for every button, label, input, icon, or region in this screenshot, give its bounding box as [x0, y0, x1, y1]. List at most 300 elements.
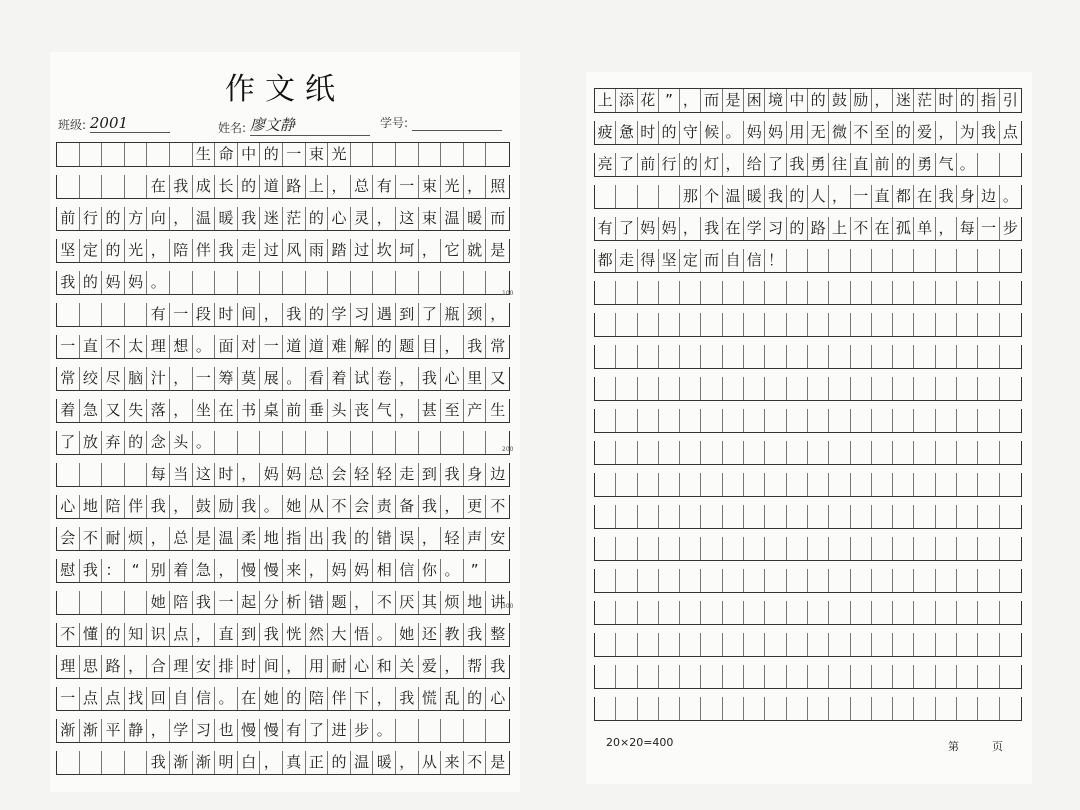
- grid-cell: [957, 153, 978, 176]
- handwritten-char: 解: [354, 337, 370, 355]
- handwritten-char: 光: [444, 177, 460, 195]
- grid-cell: [464, 207, 487, 230]
- grid-cell: [936, 697, 957, 720]
- handwritten-char: 慰: [60, 561, 76, 579]
- handwritten-char: 陪: [173, 593, 189, 611]
- handwritten-char: “: [131, 561, 140, 579]
- handwritten-char: 不: [490, 497, 506, 515]
- handwritten-char: 的: [895, 123, 911, 141]
- handwritten-char: 合: [150, 657, 166, 675]
- handwritten-char: 段: [195, 305, 211, 323]
- grid-cell: [396, 495, 419, 518]
- grid-cell: [808, 281, 829, 304]
- grid-cell: [419, 143, 442, 166]
- handwritten-char: 励: [218, 497, 234, 515]
- grid-cell: [765, 153, 786, 176]
- grid-cell: [616, 441, 637, 464]
- grid-cell: [419, 463, 442, 486]
- grid-cell: [744, 89, 765, 112]
- grid-cell: [701, 313, 722, 336]
- grid-cell: [147, 527, 170, 550]
- handwritten-char: ，: [874, 91, 890, 109]
- grid-cell: [638, 633, 659, 656]
- grid-cell: [701, 633, 722, 656]
- grid-cell: [238, 719, 261, 742]
- handwritten-char: 照: [490, 177, 506, 195]
- handwritten-char: 雨: [308, 241, 324, 259]
- writing-grid-left: [56, 142, 510, 783]
- handwritten-char: ，: [376, 209, 392, 227]
- handwritten-char: 绞: [82, 369, 98, 387]
- grid-cell: [260, 559, 283, 582]
- grid-cell: [306, 207, 329, 230]
- grid-cell: [125, 303, 148, 326]
- handwritten-char: 自: [725, 251, 741, 269]
- grid-cell: [936, 153, 957, 176]
- handwritten-char: 我: [60, 273, 76, 291]
- grid-cell: [102, 591, 125, 614]
- grid-cell: [659, 441, 680, 464]
- grid-cell: [829, 601, 850, 624]
- grid-cell: [193, 719, 216, 742]
- handwritten-char: 是: [490, 241, 506, 259]
- grid-cell: [765, 217, 786, 240]
- grid-cell: [638, 185, 659, 208]
- grid-cell: [957, 697, 978, 720]
- handwritten-char: 正: [308, 753, 324, 771]
- grid-cell: [328, 399, 351, 422]
- grid-cell: [723, 345, 744, 368]
- grid-cell: [914, 569, 935, 592]
- handwritten-char: 题: [399, 337, 415, 355]
- handwritten-char: 我: [467, 337, 483, 355]
- grid-cell: [396, 367, 419, 390]
- grid-cell: [215, 335, 238, 358]
- handwritten-char: ，: [444, 337, 460, 355]
- grid-cell: [701, 601, 722, 624]
- grid-cell: [914, 89, 935, 112]
- grid-row: [594, 153, 1022, 177]
- grid-cell: [441, 463, 464, 486]
- grid-cell: [102, 399, 125, 422]
- grid-cell: [829, 665, 850, 688]
- grid-cell: [595, 505, 616, 528]
- grid-cell: [765, 345, 786, 368]
- grid-cell: [306, 335, 329, 358]
- handwritten-char: 的: [82, 273, 98, 291]
- grid-cell: [808, 409, 829, 432]
- handwritten-char: 用: [308, 657, 324, 675]
- grid-cell: [936, 89, 957, 112]
- grid-cell: [80, 239, 103, 262]
- handwritten-char: 来: [286, 561, 302, 579]
- grid-cell: [80, 143, 103, 166]
- handwritten-char: 添: [618, 91, 634, 109]
- grid-cell: [215, 207, 238, 230]
- count-marker: 100: [502, 290, 514, 297]
- handwritten-char: 地: [467, 593, 483, 611]
- grid-cell: [638, 505, 659, 528]
- grid-cell: [978, 569, 999, 592]
- grid-cell: [306, 367, 329, 390]
- handwritten-char: 一: [853, 187, 869, 205]
- handwritten-char: 莫: [241, 369, 257, 387]
- grid-cell: [872, 601, 893, 624]
- grid-cell: [680, 89, 701, 112]
- handwritten-char: 总: [173, 529, 189, 547]
- handwritten-char: 直: [218, 625, 234, 643]
- grid-row: [56, 527, 510, 551]
- grid-cell: [701, 537, 722, 560]
- grid-cell: [238, 687, 261, 710]
- grid-cell: [486, 655, 509, 678]
- grid-cell: [638, 601, 659, 624]
- grid-cell: [125, 463, 148, 486]
- handwritten-char: 命: [218, 145, 234, 163]
- grid-cell: [419, 367, 442, 390]
- grid-cell: [80, 495, 103, 518]
- grid-row: [594, 185, 1022, 209]
- grid-cell: [419, 623, 442, 646]
- grid-cell: [486, 175, 509, 198]
- grid-cell: [80, 175, 103, 198]
- handwritten-char: ，: [263, 305, 279, 323]
- handwritten-char: 微: [831, 123, 847, 141]
- handwritten-char: 定: [82, 241, 98, 259]
- handwritten-char: 。: [286, 369, 302, 387]
- handwritten-char: 暖: [218, 209, 234, 227]
- grid-row: [56, 431, 510, 455]
- grid-cell: [396, 751, 419, 774]
- handwritten-char: 恍: [286, 625, 302, 643]
- grid-cell: [851, 121, 872, 144]
- grid-cell: [80, 623, 103, 646]
- handwritten-char: 。: [263, 497, 279, 515]
- handwritten-char: ，: [682, 219, 698, 237]
- handwritten-char: ，: [150, 241, 166, 259]
- handwritten-char: 头: [173, 433, 189, 451]
- grid-cell: [914, 185, 935, 208]
- class-value: 2001: [89, 114, 129, 132]
- grid-cell: [486, 687, 509, 710]
- handwritten-char: 错: [308, 593, 324, 611]
- handwritten-char: 我: [467, 625, 483, 643]
- grid-cell: [808, 665, 829, 688]
- handwritten-char: 垂: [308, 401, 324, 419]
- handwritten-char: ”: [470, 561, 479, 579]
- grid-cell: [808, 441, 829, 464]
- handwritten-char: 急: [82, 401, 98, 419]
- grid-cell: [595, 441, 616, 464]
- grid-cell: [914, 377, 935, 400]
- handwritten-char: 排: [218, 657, 234, 675]
- grid-cell: [57, 495, 80, 518]
- grid-cell: [464, 751, 487, 774]
- handwritten-char: 茫: [917, 91, 933, 109]
- grid-cell: [147, 463, 170, 486]
- grid-cell: [328, 655, 351, 678]
- grid-cell: [419, 751, 442, 774]
- handwritten-char: 前: [286, 401, 302, 419]
- grid-cell: [787, 121, 808, 144]
- handwritten-char: 无: [810, 123, 826, 141]
- grid-cell: [238, 175, 261, 198]
- grid-cell: [787, 313, 808, 336]
- grid-cell: [936, 409, 957, 432]
- grid-cell: [851, 441, 872, 464]
- grid-cell: [936, 601, 957, 624]
- grid-cell: [57, 591, 80, 614]
- grid-cell: [1000, 601, 1021, 624]
- handwritten-char: ，: [938, 219, 954, 237]
- handwritten-char: 我: [789, 155, 805, 173]
- count-marker: 300: [502, 603, 514, 610]
- grid-cell: [638, 665, 659, 688]
- handwritten-char: 帮: [467, 657, 483, 675]
- grid-cell: [893, 505, 914, 528]
- grid-cell: [170, 271, 193, 294]
- grid-cell: [260, 175, 283, 198]
- grid-cell: [893, 665, 914, 688]
- grid-cell: [441, 335, 464, 358]
- grid-cell: [744, 249, 765, 272]
- grid-cell: [238, 271, 261, 294]
- handwritten-char: 温: [444, 209, 460, 227]
- grid-cell: [80, 559, 103, 582]
- grid-cell: [147, 207, 170, 230]
- grid-cell: [351, 239, 374, 262]
- handwritten-char: 耐: [105, 529, 121, 547]
- grid-cell: [306, 175, 329, 198]
- grid-cell: [701, 281, 722, 304]
- grid-cell: [659, 601, 680, 624]
- handwritten-char: 我: [286, 305, 302, 323]
- grid-cell: [238, 335, 261, 358]
- grid-cell: [464, 559, 487, 582]
- grid-cell: [193, 623, 216, 646]
- handwritten-char: 勇: [810, 155, 826, 173]
- grid-cell: [328, 239, 351, 262]
- grid-cell: [1000, 441, 1021, 464]
- handwritten-char: 身: [959, 187, 975, 205]
- grid-cell: [808, 601, 829, 624]
- grid-cell: [238, 623, 261, 646]
- grid-cell: [808, 633, 829, 656]
- handwritten-char: 前: [874, 155, 890, 173]
- grid-cell: [851, 473, 872, 496]
- grid-cell: [215, 751, 238, 774]
- grid-row: [56, 623, 510, 647]
- handwritten-char: 定: [682, 251, 698, 269]
- handwritten-char: 讲: [490, 593, 506, 611]
- grid-cell: [957, 185, 978, 208]
- handwritten-char: 爱: [421, 657, 437, 675]
- handwritten-char: 我: [241, 209, 257, 227]
- handwritten-char: 。: [725, 123, 741, 141]
- grid-cell: [787, 185, 808, 208]
- handwritten-char: 前: [60, 209, 76, 227]
- handwritten-char: 当: [173, 465, 189, 483]
- grid-cell: [283, 207, 306, 230]
- grid-cell: [351, 271, 374, 294]
- grid-cell: [616, 89, 637, 112]
- grid-cell: [396, 527, 419, 550]
- grid-cell: [441, 431, 464, 454]
- grid-cell: [351, 751, 374, 774]
- handwritten-char: 然: [308, 625, 324, 643]
- handwritten-char: 丧: [354, 401, 370, 419]
- handwritten-char: 都: [895, 187, 911, 205]
- grid-cell: [914, 665, 935, 688]
- grid-cell: [638, 441, 659, 464]
- handwritten-char: 的: [105, 241, 121, 259]
- grid-cell: [373, 239, 396, 262]
- grid-cell: [978, 313, 999, 336]
- grid-cell: [170, 239, 193, 262]
- grid-cell: [486, 207, 509, 230]
- grid-cell: [957, 569, 978, 592]
- handwritten-char: 这: [195, 465, 211, 483]
- grid-cell: [957, 441, 978, 464]
- grid-cell: [57, 687, 80, 710]
- grid-cell: [595, 345, 616, 368]
- handwritten-char: 一: [981, 219, 997, 237]
- grid-cell: [419, 431, 442, 454]
- handwritten-char: 向: [150, 209, 166, 227]
- grid-row: [594, 249, 1022, 273]
- grid-cell: [936, 281, 957, 304]
- grid-cell: [419, 207, 442, 230]
- grid-cell: [351, 399, 374, 422]
- grid-cell: [419, 527, 442, 550]
- grid-cell: [328, 527, 351, 550]
- grid-cell: [978, 281, 999, 304]
- grid-cell: [701, 473, 722, 496]
- handwritten-char: 理: [173, 657, 189, 675]
- handwritten-char: 在: [218, 401, 234, 419]
- grid-cell: [215, 431, 238, 454]
- handwritten-char: 她: [150, 593, 166, 611]
- grid-cell: [441, 207, 464, 230]
- grid-cell: [351, 687, 374, 710]
- grid-cell: [419, 335, 442, 358]
- grid-cell: [238, 239, 261, 262]
- handwritten-char: 乱: [444, 689, 460, 707]
- grid-cell: [351, 303, 374, 326]
- grid-cell: [125, 495, 148, 518]
- grid-cell: [193, 271, 216, 294]
- grid-cell: [80, 431, 103, 454]
- grid-cell: [851, 313, 872, 336]
- grid-cell: [464, 271, 487, 294]
- grid-cell: [872, 89, 893, 112]
- handwritten-char: ，: [286, 657, 302, 675]
- grid-cell: [851, 153, 872, 176]
- grid-row: [56, 495, 510, 519]
- grid-cell: [102, 751, 125, 774]
- grid-cell: [260, 655, 283, 678]
- grid-cell: [978, 697, 999, 720]
- grid-cell: [914, 505, 935, 528]
- handwritten-char: 我: [263, 625, 279, 643]
- grid-cell: [723, 153, 744, 176]
- grid-cell: [1000, 569, 1021, 592]
- grid-cell: [170, 463, 193, 486]
- grid-cell: [765, 377, 786, 400]
- handwritten-char: 理: [60, 657, 76, 675]
- grid-cell: [102, 303, 125, 326]
- grid-cell: [787, 217, 808, 240]
- grid-cell: [419, 495, 442, 518]
- handwritten-char: 思: [82, 657, 98, 675]
- grid-cell: [283, 559, 306, 582]
- grid-cell: [829, 217, 850, 240]
- grid-cell: [193, 175, 216, 198]
- grid-cell: [147, 687, 170, 710]
- handwritten-char: 上: [308, 177, 324, 195]
- grid-cell: [680, 345, 701, 368]
- grid-cell: [872, 505, 893, 528]
- grid-cell: [238, 591, 261, 614]
- grid-cell: [396, 559, 419, 582]
- grid-cell: [215, 687, 238, 710]
- handwritten-char: 的: [331, 753, 347, 771]
- grid-cell: [638, 473, 659, 496]
- grid-cell: [396, 431, 419, 454]
- handwritten-char: 想: [173, 337, 189, 355]
- grid-cell: [486, 751, 509, 774]
- grid-cell: [170, 527, 193, 550]
- grid-cell: [419, 591, 442, 614]
- handwritten-char: 不: [376, 593, 392, 611]
- handwritten-char: 柔: [241, 529, 257, 547]
- grid-cell: [328, 367, 351, 390]
- grid-cell: [215, 527, 238, 550]
- grid-cell: [464, 719, 487, 742]
- handwritten-char: 渐: [173, 753, 189, 771]
- handwritten-char: 而: [704, 251, 720, 269]
- grid-cell: [147, 303, 170, 326]
- grid-cell: [373, 687, 396, 710]
- grid-cell: [351, 591, 374, 614]
- grid-cell: [260, 399, 283, 422]
- grid-cell: [659, 249, 680, 272]
- grid-cell: [328, 559, 351, 582]
- grid-cell: [765, 249, 786, 272]
- grid-cell: [893, 377, 914, 400]
- grid-cell: [328, 303, 351, 326]
- grid-cell: [193, 303, 216, 326]
- grid-cell: [680, 313, 701, 336]
- handwritten-char: 不: [467, 753, 483, 771]
- handwritten-char: 进: [331, 721, 347, 739]
- grid-cell: [102, 559, 125, 582]
- handwritten-char: 着: [173, 561, 189, 579]
- handwritten-char: 轻: [444, 529, 460, 547]
- grid-cell: [744, 185, 765, 208]
- handwritten-char: 不: [82, 529, 98, 547]
- grid-cell: [595, 89, 616, 112]
- grid-cell: [215, 623, 238, 646]
- grid-cell: [616, 153, 637, 176]
- grid-cell: [147, 623, 170, 646]
- grid-cell: [595, 697, 616, 720]
- handwritten-char: 常: [60, 369, 76, 387]
- handwritten-char: 伴: [195, 241, 211, 259]
- id-label: 学号:: [380, 116, 409, 130]
- handwritten-char: 得: [640, 251, 656, 269]
- grid-cell: [595, 377, 616, 400]
